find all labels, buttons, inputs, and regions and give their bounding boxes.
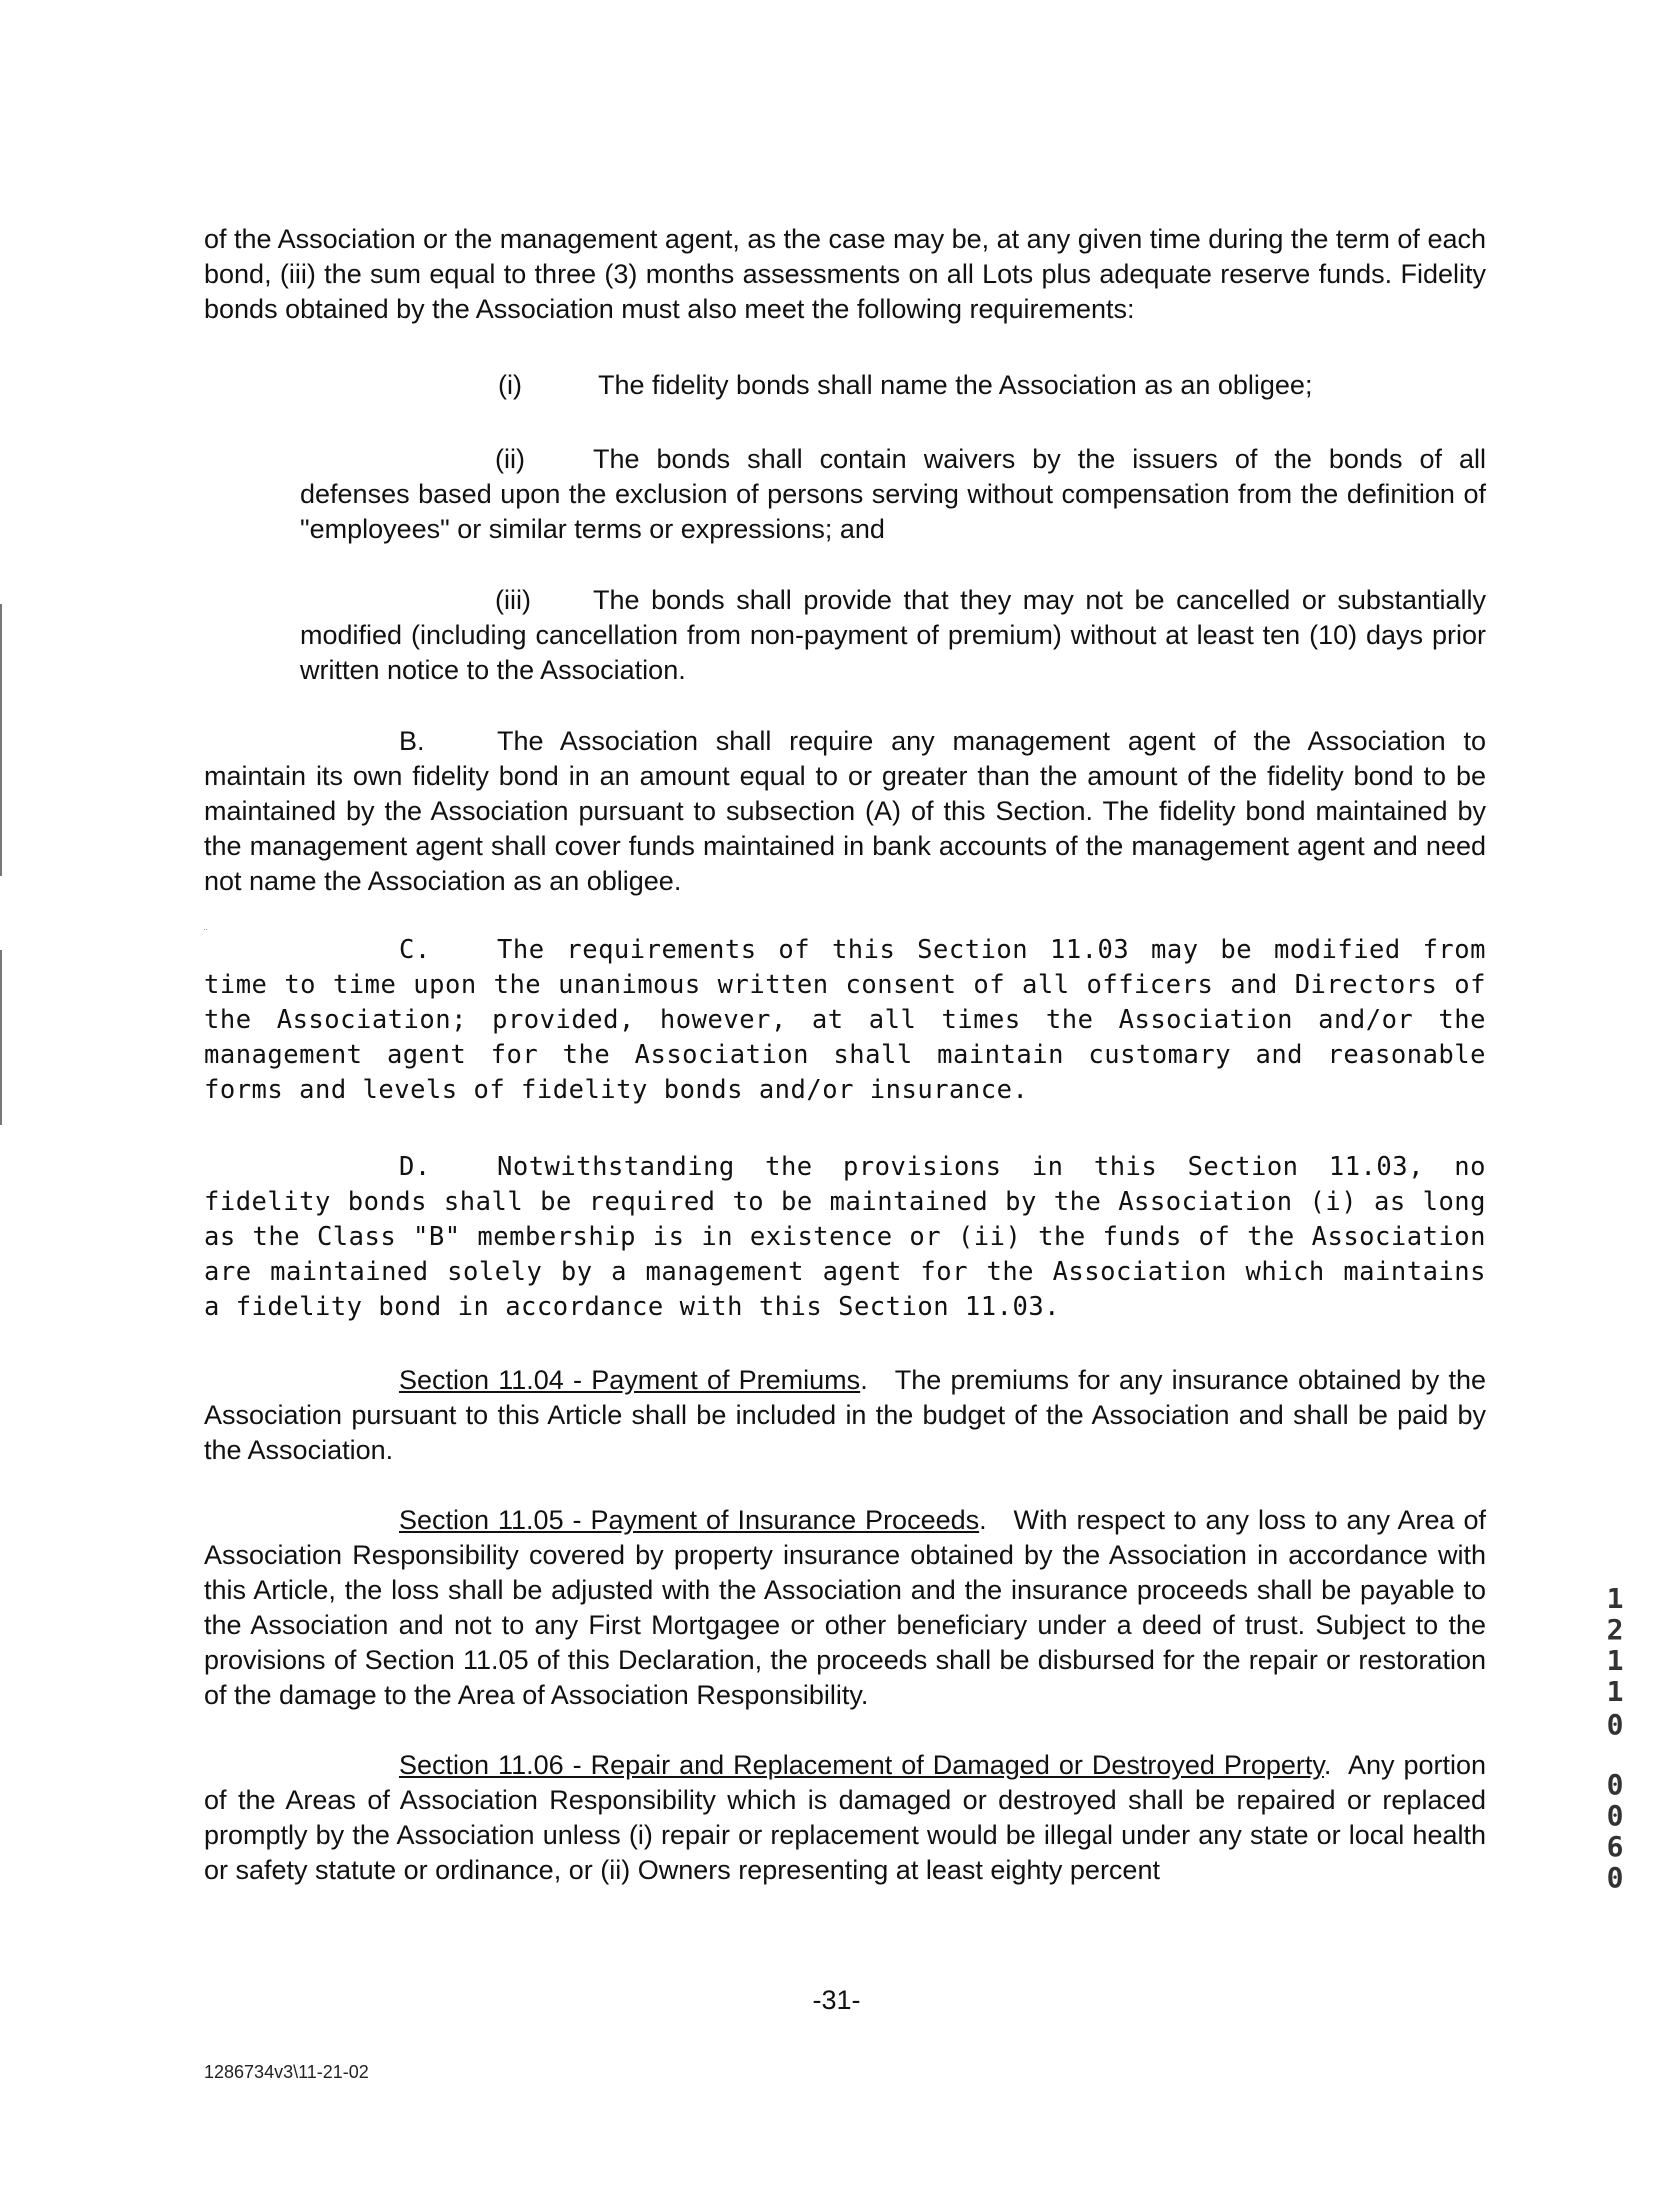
- section-11-04-heading: Section 11.04 - Payment of Premiums: [399, 1365, 861, 1395]
- item-iii-text: The bonds shall provide that they may not be cancelled or substantially modified (including cancellation from non-payment of premium) without at least ten (10) days prior written notice to the Association.: [300, 585, 1486, 685]
- document-id: 1286734v3\11-21-02: [204, 2062, 369, 2082]
- scan-edge-mark: [0, 604, 2, 876]
- paragraph-b-text: The Association shall require any management agent of the Association to maintain its own fidelity bond in an amount equal to or greater than the amount of the fidelity bond to be maintained by the Association pursuant to subsection (A) of this Section. The fidelity bond maintained by the management agent shall cover funds maintained in bank accounts of the management agent and need not name the Association as an obligee.: [204, 726, 1486, 896]
- recording-stamp-digit: 0: [1606, 1799, 1624, 1832]
- item-i-text: The fidelity bonds shall name the Association as an obligee;: [598, 370, 1313, 400]
- section-11-06-text: Any portion of the Areas of Association Responsibility which is damaged or destroyed shall be repaired or replaced promptly by the Association unless (i) repair or replacement would be illegal under any state or local health or safety statute or ordinance, or (ii) Owners representing at least eighty percent: [204, 1750, 1487, 1885]
- section-11-05-text: With respect to any loss to any Area of Association Responsibility covered by property insurance obtained by the Association in accordance with this Article, the loss shall be adjusted with the Association and the insurance proceeds shall be payable to the Association and not to any First Mortgagee or other beneficiary under a deed of trust. Subject to the provisions of Section 11.05 of this Declaration, the proceeds shall be disbursed for the repair or restoration of the damage to the Area of Association Responsibility.: [204, 1505, 1486, 1710]
- paragraph-d-text: Notwithstanding the provisions in this Section 11.03, no fidelity bonds shall be required to be maintained by the Association (i) as long as the Class "B" membership is in existence or (ii) the funds of the Association are maintained solely by a management agent for the Association which maintains a fidelity bond in accordance with this Section 11.03.: [204, 1152, 1486, 1322]
- page-number: -31-: [812, 1985, 861, 2015]
- intro-text: of the Association or the management agent, as the case may be, at any given time during the term of each bond, (iii) the sum equal to three (3) months assessments on all Lots plus adequate reserve funds. Fidelity bonds obtained by the Association must also meet the following requirements:: [204, 224, 1486, 324]
- paragraph-b: [204, 724, 1486, 899]
- item-i-paragraph: [498, 368, 1312, 403]
- recording-stamp-digit: 6: [1606, 1830, 1624, 1863]
- paragraph-d-label: D.: [399, 1152, 431, 1182]
- heading-period: .: [860, 1365, 895, 1395]
- paragraph-b-label: B.: [399, 726, 425, 756]
- section-11-04: [204, 1363, 1486, 1468]
- paragraph-c: [204, 933, 1486, 1108]
- heading-period: .: [1323, 1750, 1348, 1780]
- item-i-label: (i): [498, 370, 522, 400]
- item-ii-paragraph: [300, 442, 1486, 547]
- recording-stamp-digit: 0: [1606, 1861, 1624, 1894]
- item-iii-label: (iii): [495, 585, 531, 615]
- recording-stamp-digit: 0: [1606, 1768, 1624, 1801]
- section-11-04-text: The premiums for any insurance obtained by the Association pursuant to this Article shall be included in the budget of the Association and shall be paid by the Association.: [204, 1365, 1486, 1465]
- section-11-06: [204, 1748, 1486, 1888]
- section-11-06-heading: Section 11.06 - Repair and Replacement of Damaged or Destroyed Property: [399, 1750, 1324, 1780]
- intro-paragraph: [204, 222, 1486, 327]
- section-11-05: [204, 1503, 1486, 1713]
- scan-speck: ¨: [204, 928, 208, 939]
- scan-edge-mark: [0, 950, 2, 1125]
- recording-stamp-digit: 2: [1606, 1613, 1624, 1646]
- heading-period: .: [979, 1505, 1014, 1535]
- item-iii-paragraph: [300, 583, 1486, 688]
- recording-stamp-digit: 1: [1606, 1675, 1624, 1708]
- paragraph-c-label: C.: [399, 935, 431, 965]
- paragraph-c-text: The requirements of this Section 11.03 may be modified from time to time upon the unanimous written consent of all officers and Directors of the Association; provided, however, at all times the Association and/or the management agent for the Association shall maintain customary and reasonable forms and levels of fidelity bonds and/or insurance.: [204, 935, 1486, 1105]
- recording-stamp-digit: 1: [1606, 1582, 1624, 1615]
- item-ii-label: (ii): [495, 444, 525, 474]
- section-11-05-heading: Section 11.05 - Payment of Insurance Proceeds: [399, 1505, 980, 1535]
- recording-stamp-digit: 1: [1606, 1644, 1624, 1677]
- item-ii-text: The bonds shall contain waivers by the issuers of the bonds of all defenses based upon the exclusion of persons serving without compensation from the definition of "employees" or similar terms or expressions; and: [300, 444, 1486, 544]
- recording-stamp-digit: 0: [1606, 1708, 1624, 1741]
- paragraph-d: [204, 1150, 1486, 1325]
